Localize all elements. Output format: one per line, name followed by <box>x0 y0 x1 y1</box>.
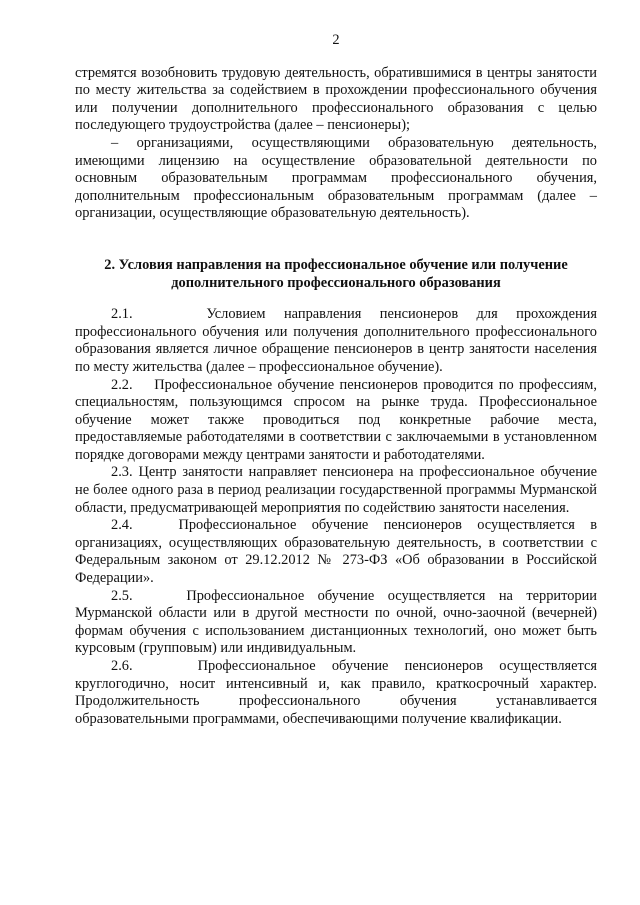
section-item-2-4 <box>75 517 597 587</box>
item-text: Центр занятости направляет пенсионера на профессиональное обучение не более одного раза в период реализации государственной программы Мурманской области, предусматривающей мероприятия по содействию занятости населения. <box>75 464 597 516</box>
section-item-2-2 <box>75 377 597 465</box>
item-text: Профессиональное обучение пенсионеров проводится по профессиям, специальностям, пользующимся спросом на рынке труда. Профессиональное обучение может также проводиться под конкретные рабочие места, предоставляемые работодателями в соответствии с заключаемыми в установленном порядке договорами между центрами занятости и работодателями. <box>75 376 598 463</box>
item-text: Профессиональное обучение пенсионеров осуществляется круглогодично, носит интенсивный и, как правило, краткосрочный характер. Продолжительность профессионального обучения устанавливается образовательными программами, обеспечивающими получение квалификации. <box>75 658 597 727</box>
section-heading: 2. Условия направления на профессиональное обучение или получение дополнительного профессионального образования <box>104 256 568 291</box>
item-text: Профессиональное обучение осуществляется на территории Мурманской области или в другой местности по очной, очно-заочной (вечерней) формам обучения с использованием дистанционных технологий, оно может быть курсовым (групповым) или индивидуальным. <box>75 587 598 657</box>
item-text: Условием направления пенсионеров для прохождения профессионального обучения или получения дополнительного профессионального образования является личное обращение пенсионеров в центр занятости населения по месту жительства (далее – профессиональное обучение). <box>75 306 598 375</box>
item-number: 2.4. <box>111 517 133 534</box>
section-item-2-1 <box>75 306 597 376</box>
intro-paragraph-1: стремятся возобновить трудовую деятельность, обратившимися в центры занятости по месту жительства за содействием в прохождении профессионального обучения или получении дополнительного профессионального образования с целью последующего трудоустройства (далее – пенсионеры); <box>75 64 597 134</box>
item-number: 2.1. <box>111 306 133 323</box>
section-item-2-5 <box>75 588 597 658</box>
section-item-2-6 <box>75 658 597 728</box>
intro-paragraph-2: – организациями, осуществляющими образовательную деятельность, имеющими лицензию на осуществление образовательной деятельности по основным образовательным программам профессионального обучения, дополнительным профессиональным образовательным программам (далее – организации, осуществляющие образовательную деятельность). <box>75 134 597 222</box>
section-item-2-3 <box>75 464 597 517</box>
item-number: 2.5. <box>111 587 133 604</box>
item-number: 2.3. <box>111 464 133 481</box>
item-number: 2.6. <box>111 658 133 674</box>
item-text: Профессиональное обучение пенсионеров осуществляется в организациях, осуществляющих образовательную деятельность, в соответствии с Федеральным законом от 29.12.2012 № 273-ФЗ «Об образовании в Российской Федерации». <box>75 517 597 587</box>
page-number: 2 <box>332 32 340 48</box>
item-number: 2.2. <box>111 376 133 393</box>
document-page <box>75 32 597 728</box>
